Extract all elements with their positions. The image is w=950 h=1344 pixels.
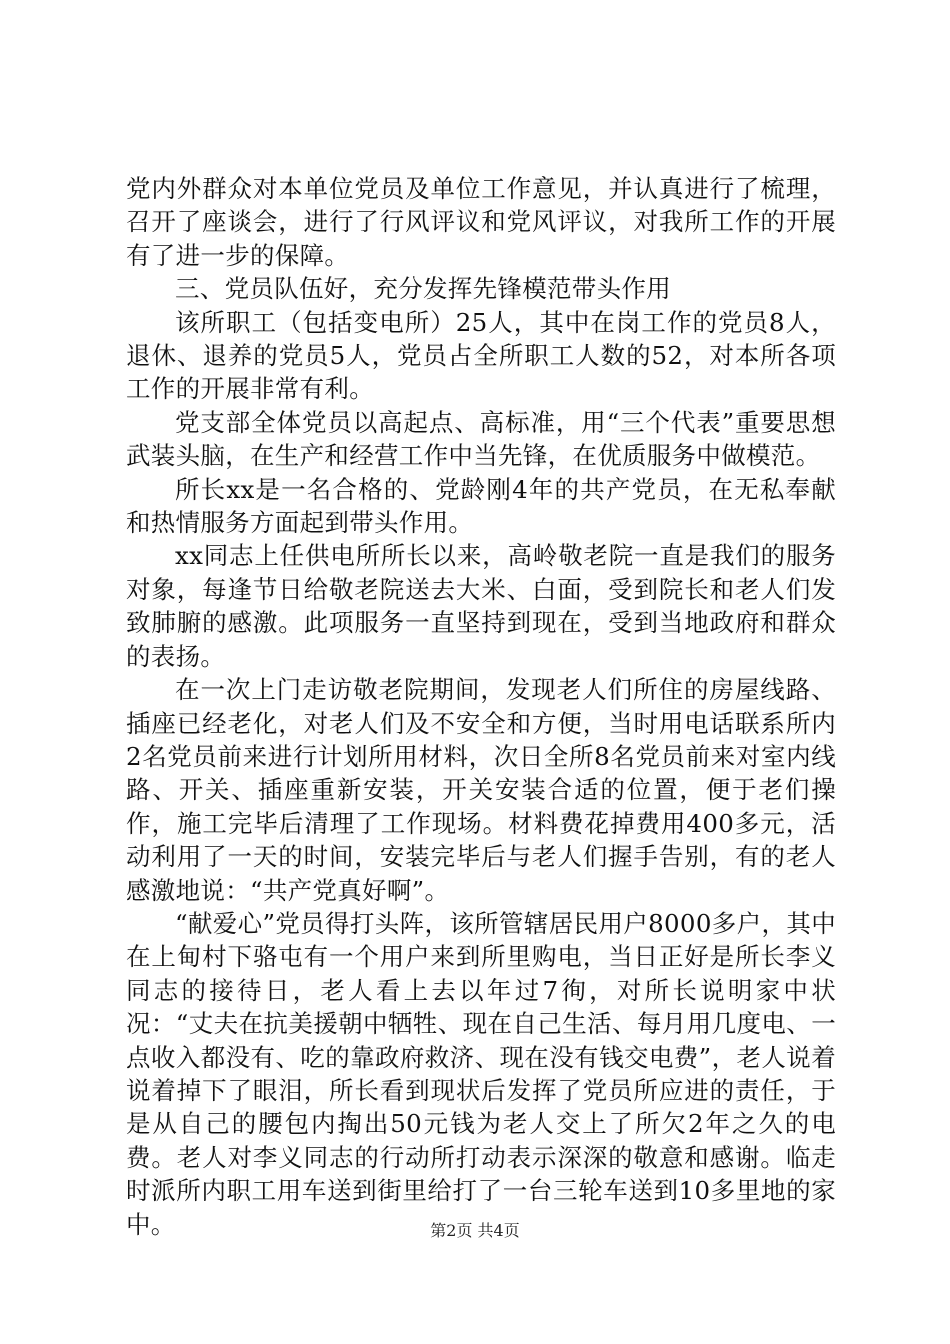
section-heading: 三、党员队伍好，充分发挥先锋模范带头作用 — [175, 274, 671, 304]
paragraph-staff-count: 该所职工（包括变电所）25人，其中在岗工作的党员8人，退休、退养的党员5人，党员占全所职工人数的52，对本所各项工作的开展非常有利。 — [126, 307, 836, 404]
paragraph-director: 所长xx是一名合格的、党龄刚4年的共产党员，在无私奉献和热情服务方面起到带头作用。 — [126, 474, 836, 538]
document-body — [126, 172, 836, 1241]
paragraph-branch-members: 党支部全体党员以高起点、高标准，用“三个代表”重要思想武装头脑，在生产和经营工作中当先锋，在优质服务中做模范。 — [126, 407, 836, 471]
page-number: 第2页 共4页 — [430, 1221, 520, 1240]
paragraph-charity: “献爱心”党员得打头阵，该所管辖居民用户8000多户，其中在上甸村下骆屯有一个用户来到所里购电，当日正好是所长李义同志的接待日，老人看上去以年过7徇，对所长说明家中状况：“丈夫在抗美援朝中牺牲、现在自己生活、每月用几度电、一点收入都没有、吃的靠政府救济、现在没有钱交电费”，老人说着说着掉下了眼泪，所长看到现状后发挥了党员所应进的责任，于是从自己的腰包内掏出50元钱为老人交上了所欠2年之久的电费。老人对李义同志的行动所打动表示深深的敬意和感谢。临走时派所内职工用车送到街里给打了一台三轮车送到10多里地的家中。 — [126, 908, 836, 1239]
paragraph-continuation: 党内外群众对本单位党员及单位工作意见，并认真进行了梳理，召开了座谈会，进行了行风评议和党风评议，对我所工作的开展有了进一步的保障。 — [126, 174, 836, 270]
paragraph-wiring-repair: 在一次上门走访敬老院期间，发现老人们所住的房屋线路、插座已经老化，对老人们及不安全和方便，当时用电话联系所内2名党员前来进行计划所用材料，次日全所8名党员前来对室内线路、开关、插座重新安装，开关安装合适的位置，便于老们操作，施工完毕后清理了工作现场。材料费花掉费用400多元，活动利用了一天的时间，安装完毕后与老人们握手告别，有的老人感激地说：“共产党真好啊”。 — [126, 675, 836, 905]
paragraph-nursing-home: xx同志上任供电所所长以来，高岭敬老院一直是我们的服务对象，每逢节日给敬老院送去大米、白面，受到院长和老人们发致肺腑的感激。此项服务一直坚持到现在，受到当地政府和群众的表扬。 — [126, 541, 836, 671]
